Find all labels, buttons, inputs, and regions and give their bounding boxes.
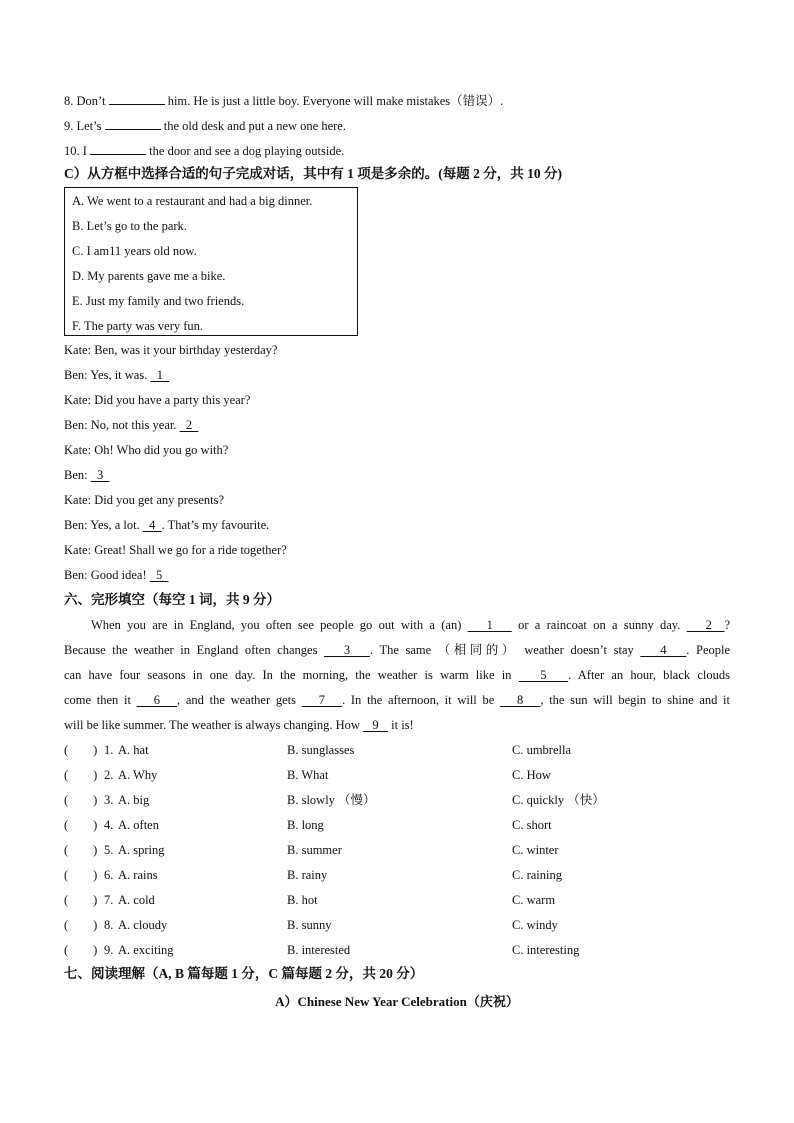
question-number: 5.: [104, 843, 114, 857]
answer-blank[interactable]: 5: [149, 568, 169, 582]
question-number: 6.: [104, 868, 114, 882]
question-number: 3.: [104, 793, 114, 807]
answer-blank[interactable]: 7: [301, 693, 343, 707]
passage-text: come then it: [64, 693, 137, 707]
passage-text: it is!: [388, 718, 414, 732]
option-b: B. Let’s go to the park.: [72, 219, 187, 233]
answer-blank[interactable]: 3: [324, 643, 370, 657]
dialogue-line: [64, 342, 277, 358]
options-box: [64, 187, 358, 336]
choice-c[interactable]: C. umbrella: [512, 743, 572, 757]
answer-parentheses[interactable]: ( ): [64, 918, 98, 932]
option-d: D. My parents gave me a bike.: [72, 269, 226, 283]
choice-b[interactable]: B. sunglasses: [287, 743, 355, 757]
passage-line: [64, 713, 730, 738]
dialogue-line: [64, 442, 228, 458]
passage-text: , the sun will begin to shine and it: [540, 693, 731, 707]
choice-a[interactable]: A. Why: [118, 768, 158, 782]
dialogue-text: Ben: Good idea!: [64, 568, 150, 582]
answer-parentheses[interactable]: ( ): [64, 868, 98, 882]
answer-blank[interactable]: 1: [467, 618, 512, 632]
dialogue-line: [64, 467, 109, 483]
question-number: 4.: [104, 818, 114, 832]
question-number: 7.: [104, 893, 114, 907]
dialogue-text: Ben: No, not this year.: [64, 418, 180, 432]
answer-blank[interactable]: 4: [142, 518, 162, 532]
fill-item-10: 10. I the door and see a dog playing outside.: [64, 144, 345, 158]
answer-blank[interactable]: 9: [363, 718, 389, 732]
answer-parentheses[interactable]: ( ): [64, 943, 98, 957]
dialogue-line: [64, 392, 250, 408]
answer-blank[interactable]: 4: [640, 643, 687, 657]
fill-item-8: 8. Don’t him. He is just a little boy. Everyone will make mistakes（错误）.: [64, 94, 504, 108]
dialogue-text: Kate: Did you get any presents?: [64, 493, 225, 507]
choice-c[interactable]: C. short: [512, 818, 552, 832]
passage-line: [64, 613, 730, 638]
passage-text: . People: [686, 643, 731, 657]
answer-parentheses[interactable]: ( ): [64, 893, 98, 907]
dialogue-text: Kate: Ben, was it your birthday yesterday?: [64, 343, 278, 357]
passage-a-title: A）Chinese New Year Celebration（庆祝）: [275, 994, 519, 1009]
passage-line: [64, 688, 730, 713]
answer-parentheses[interactable]: ( ): [64, 843, 98, 857]
answer-blank[interactable]: 5: [518, 668, 569, 682]
passage-text: . After an hour, black clouds: [568, 668, 730, 682]
answer-blank[interactable]: 6: [136, 693, 178, 707]
choice-c[interactable]: C. raining: [512, 868, 562, 882]
choice-a[interactable]: A. spring: [118, 843, 165, 857]
choice-c[interactable]: C. windy: [512, 918, 558, 932]
answer-blank[interactable]: [90, 142, 146, 155]
choice-c[interactable]: C. quickly （快）: [512, 793, 605, 807]
choice-a[interactable]: A. hat: [118, 743, 149, 757]
choice-c[interactable]: C. warm: [512, 893, 556, 907]
dialogue-line: [64, 517, 269, 533]
dialogue-line: [64, 492, 224, 508]
choice-c[interactable]: C. interesting: [512, 943, 580, 957]
choice-b[interactable]: B. slowly （慢）: [287, 793, 376, 807]
answer-blank[interactable]: 2: [179, 418, 199, 432]
option-f: F. The party was very fun.: [72, 319, 204, 333]
choice-c[interactable]: C. winter: [512, 843, 559, 857]
dialogue-line: [64, 367, 169, 383]
choice-b[interactable]: B. interested: [287, 943, 351, 957]
choice-a[interactable]: A. cloudy: [118, 918, 168, 932]
dialogue-text: Ben: Yes, a lot.: [64, 518, 143, 532]
choice-a[interactable]: A. cold: [118, 893, 155, 907]
dialogue-line: [64, 542, 287, 558]
passage-line: [64, 638, 730, 663]
choice-c[interactable]: C. How: [512, 768, 551, 782]
answer-blank[interactable]: [109, 92, 165, 105]
answer-blank[interactable]: [105, 117, 161, 130]
dialogue-line: [64, 567, 169, 583]
option-e: E. Just my family and two friends.: [72, 294, 245, 308]
choice-b[interactable]: B. long: [287, 818, 324, 832]
choice-b[interactable]: B. rainy: [287, 868, 328, 882]
choice-a[interactable]: A. rains: [118, 868, 158, 882]
answer-blank[interactable]: 3: [90, 468, 110, 482]
answer-blank[interactable]: 8: [499, 693, 541, 707]
dialogue-text: Ben:: [64, 468, 91, 482]
answer-parentheses[interactable]: ( ): [64, 743, 98, 757]
section-6-heading: 六、完形填空（每空 1 词，共 9 分）: [64, 592, 280, 607]
answer-blank[interactable]: 1: [150, 368, 170, 382]
choice-a[interactable]: A. often: [118, 818, 159, 832]
passage-text: can have four seasons in one day. In the morning, the weather is warm like in: [64, 668, 519, 682]
passage-text: , and the weather gets: [177, 693, 302, 707]
choice-b[interactable]: B. What: [287, 768, 329, 782]
passage-text: When you are in England, you often see people go out with a (an): [91, 618, 468, 632]
choice-b[interactable]: B. hot: [287, 893, 318, 907]
passage-text: or a raincoat on a sunny day.: [511, 618, 687, 632]
dialogue-text: Kate: Did you have a party this year?: [64, 393, 251, 407]
cloze-passage: [64, 613, 730, 738]
answer-parentheses[interactable]: ( ): [64, 818, 98, 832]
passage-text: . In the afternoon, it will be: [342, 693, 500, 707]
answer-blank[interactable]: 2: [686, 618, 725, 632]
passage-text: Because the weather in England often changes: [64, 643, 325, 657]
section-c-heading: C）从方框中选择合适的句子完成对话，其中有 1 项是多余的。(每题 2 分，共 10 分): [64, 166, 562, 181]
choice-a[interactable]: A. exciting: [118, 943, 174, 957]
dialogue-text: Kate: Oh! Who did you go with?: [64, 443, 229, 457]
dialogue-text: Ben: Yes, it was.: [64, 368, 151, 382]
question-number: 9.: [104, 943, 114, 957]
choice-a[interactable]: A. big: [118, 793, 150, 807]
section-7-heading: 七、阅读理解（A, B 篇每题 1 分，C 篇每题 2 分，共 20 分）: [64, 966, 424, 981]
option-c: C. I am11 years old now.: [72, 244, 197, 258]
choice-b[interactable]: B. summer: [287, 843, 342, 857]
question-number: 8.: [104, 918, 114, 932]
option-a: A. We went to a restaurant and had a big dinner.: [72, 194, 313, 208]
dialogue-line: [64, 417, 198, 433]
question-number: 1.: [104, 743, 114, 757]
fill-item-9: 9. Let’s the old desk and put a new one here.: [64, 119, 346, 133]
passage-text: will be like summer. The weather is always changing. How: [64, 718, 364, 732]
choice-b[interactable]: B. sunny: [287, 918, 332, 932]
passage-text: ?: [724, 618, 731, 632]
dialogue-text: Kate: Great! Shall we go for a ride together?: [64, 543, 287, 557]
passage-line: [64, 663, 730, 688]
answer-parentheses[interactable]: ( ): [64, 768, 98, 782]
answer-parentheses[interactable]: ( ): [64, 793, 98, 807]
passage-text: . The same （相同的） weather doesn’t stay: [369, 643, 641, 657]
question-number: 2.: [104, 768, 114, 782]
dialogue-text: . That’s my favourite.: [161, 518, 270, 532]
